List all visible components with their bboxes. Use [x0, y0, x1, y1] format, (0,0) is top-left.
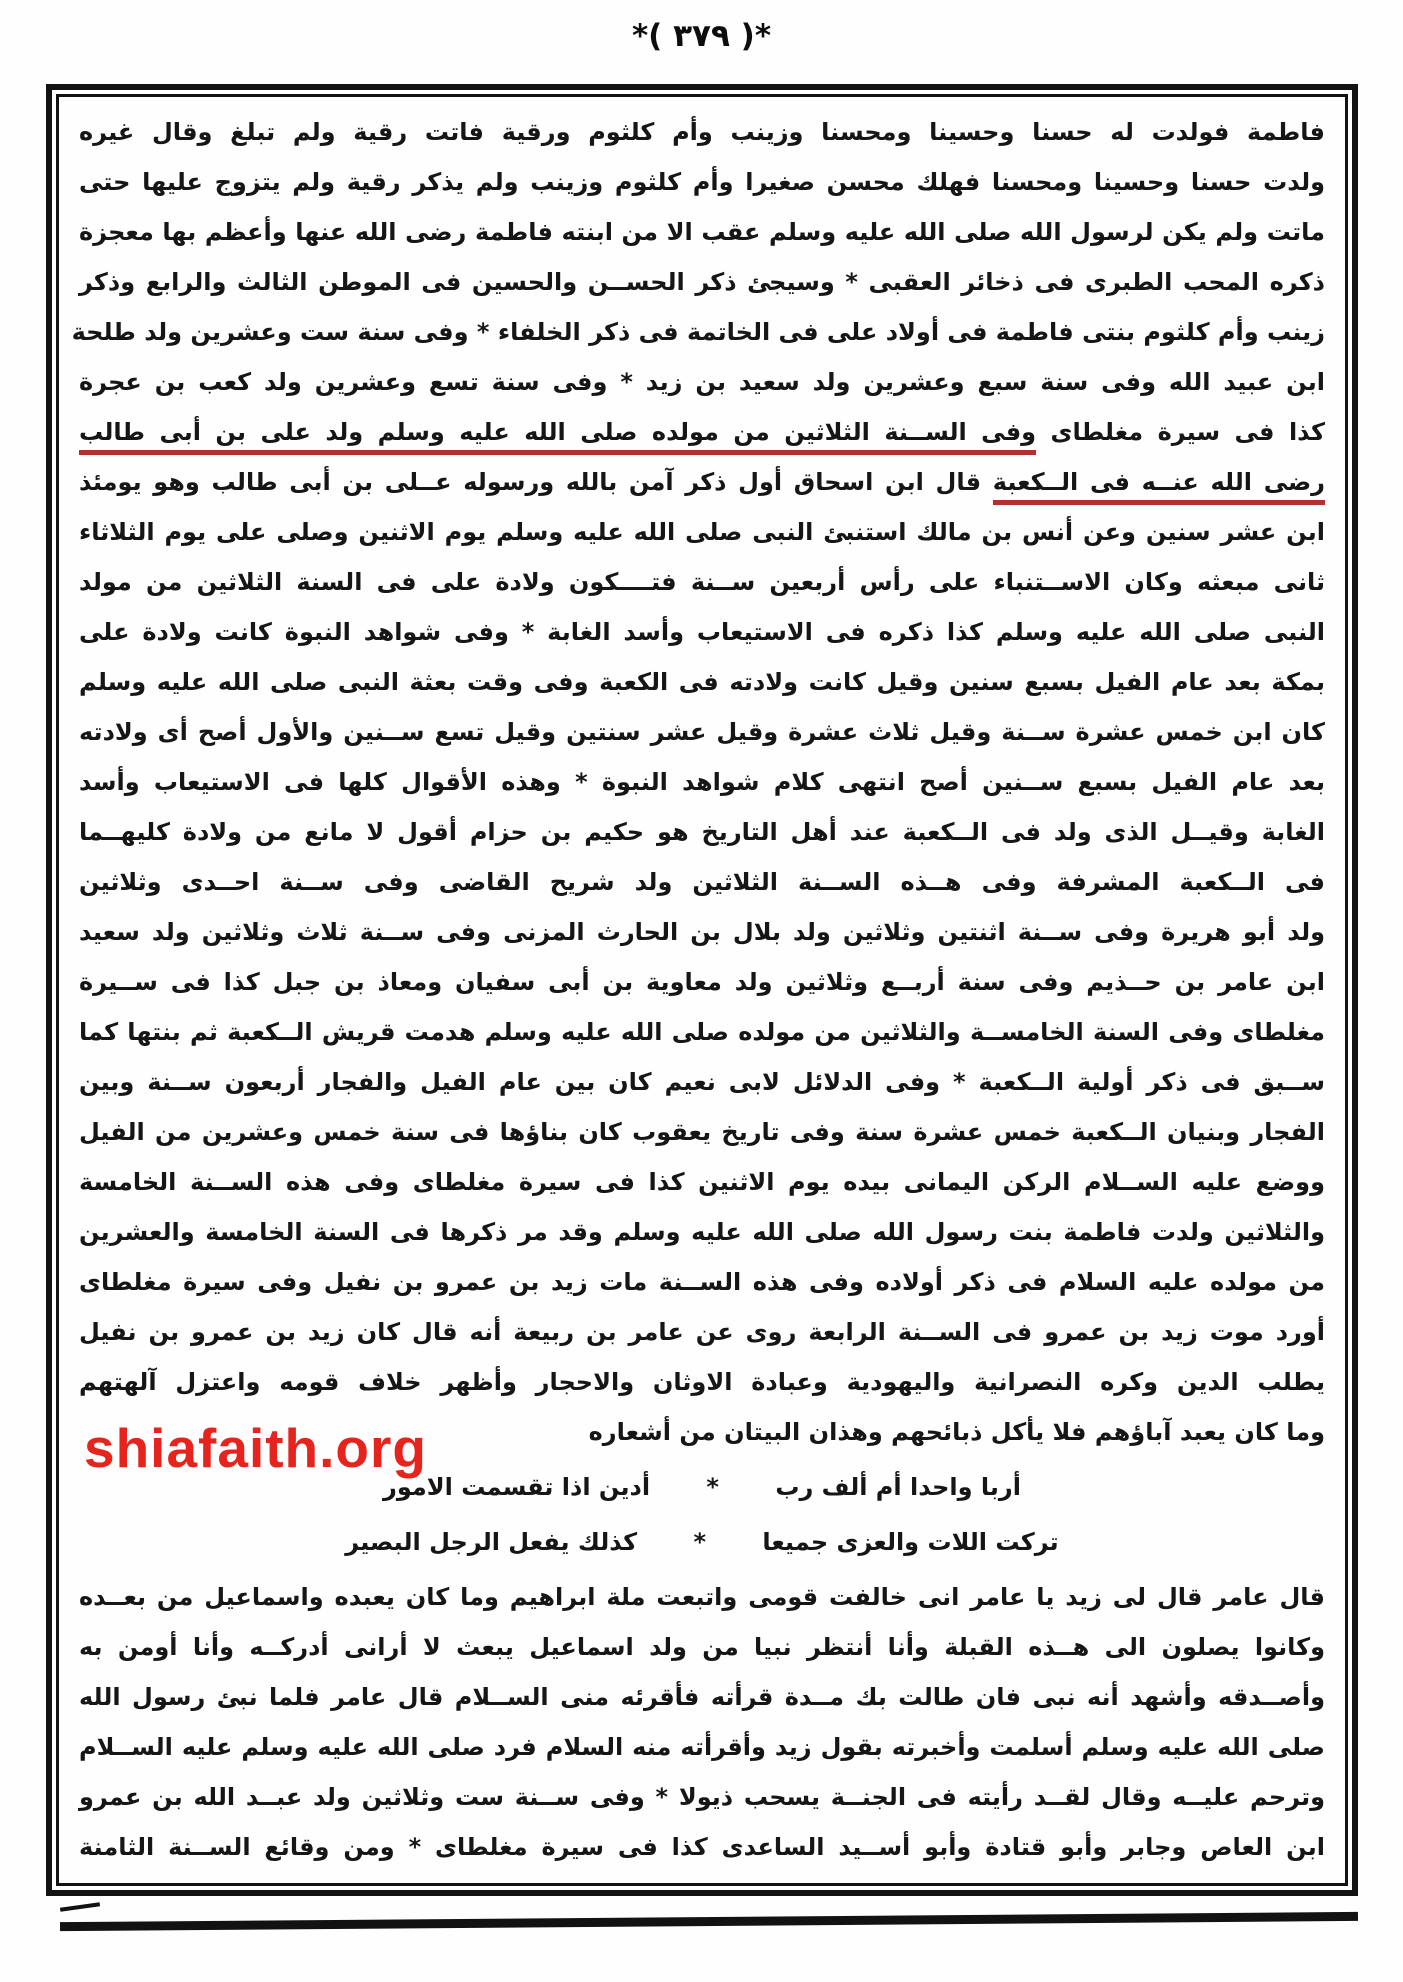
- text-line: [79, 707, 1325, 757]
- text-line: [79, 257, 1325, 307]
- text-line: [79, 507, 1325, 557]
- text-line: [79, 457, 1325, 507]
- verse-separator: *: [693, 1528, 707, 1556]
- text-line: [79, 807, 1325, 857]
- text-line: [79, 1157, 1325, 1207]
- text-line: [79, 907, 1325, 957]
- text-segment: أدين اذا تقسمت الامور: [383, 1473, 651, 1501]
- text-segment: ســبق فى ذكر أولية الــكعبة * وفى الدلائل لابى نعيم كان بين عام الفيل والفجار أربعون ســنة وبين: [79, 1068, 1325, 1096]
- text-segment: من مولده عليه السلام فى ذكر أولاده وفى هذه الســنة مات زيد بن عمرو بن نفيل وفى سيرة مغلطاى: [79, 1268, 1325, 1296]
- page-text: [59, 97, 1345, 1883]
- text-segment: ماتت ولم يكن لرسول الله صلى الله عليه وسلم عقب الا من ابنته فاطمة رضى الله عنها وأعظم بها معجزة: [79, 218, 1325, 246]
- text-line: [79, 1307, 1325, 1357]
- text-segment: قال عامر قال لى زيد يا عامر انى خالفت قومى واتبعت ملة ابراهيم وما كان يعبده واسماعيل من بعــده: [79, 1583, 1325, 1611]
- text-line: [79, 1207, 1325, 1257]
- text-line: [79, 107, 1325, 157]
- page-frame-border: [46, 84, 1358, 1896]
- page-number: *( ٣٧٩ )*: [631, 18, 772, 54]
- red-underlined-text: رضى الله عنــه فى الــكعبة: [993, 468, 1325, 505]
- text-segment: ولد أبو هريرة وفى ســنة اثنتين وثلاثين ولد بلال بن الحارث المزنى وفى ســنة ثلاث وثلاثين ولد سعيد: [79, 918, 1325, 946]
- text-segment: زينب وأم كلثوم بنتى فاطمة فى أولاد على فى الخاتمة فى ذكر الخلفاء * وفى سنة ست وعشرين ولد طلحة: [71, 318, 1325, 346]
- text-segment: تركت اللات والعزى جميعا: [762, 1528, 1059, 1556]
- text-segment: بمكة بعد عام الفيل بسبع سنين وقيل كانت ولادته فى الكعبة وفى وقت بعثة النبى صلى الله عليه وسلم: [79, 668, 1325, 696]
- text-line: [79, 957, 1325, 1007]
- text-segment: ولدت حسنا وحسينا ومحسنا فهلك محسن صغيرا وأم كلثوم وزينب ولم يذكر رقية ولم يتزوج عليها حتى: [79, 168, 1325, 196]
- text-line: [79, 1257, 1325, 1307]
- text-segment: ثانى مبعثه وكان الاســتنباء على رأس أربعين ســنة فتــــكون ولادة على فى السنة الثلاثين من مولد: [79, 568, 1325, 596]
- text-line: [71, 307, 1325, 357]
- verse-separator: *: [706, 1473, 719, 1501]
- text-segment: فى الــكعبة المشرفة وفى هــذه الســنة الثلاثين ولد شريح القاضى وفى ســنة احــدى وثلاثين: [79, 868, 1325, 896]
- text-segment: وأصــدقه وأشهد أنه نبى فان طالت بك مــدة قرأته فأقرئه منى الســلام قال عامر فلما نبئ رسول الله: [79, 1683, 1325, 1711]
- text-segment: الغابة وقيــل الذى ولد فى الــكعبة عند أهل التاريخ هو حكيم بن حزام أقول لا مانع من ولادة كليهــما: [79, 818, 1325, 846]
- text-line: [79, 207, 1325, 257]
- text-segment: صلى الله عليه وسلم أسلمت وأخبرته بقول زيد وأقرأته منه السلام فرد صلى الله عليه وسلم عليه الســلام: [79, 1733, 1325, 1761]
- text-segment: أورد موت زيد بن عمرو فى الســنة الرابعة روى عن عامر بن ربيعة أنه قال كان زيد بن عمرو بن نفيل: [79, 1318, 1325, 1346]
- text-segment: كان ابن خمس عشرة ســنة وقيل ثلاث عشرة وقيل عشر سنتين وقيل تسع ســنين والأول أصح أى ولادته: [79, 718, 1325, 746]
- text-line: [79, 1572, 1325, 1622]
- text-line: [79, 757, 1325, 807]
- text-segment: كذا فى سيرة مغلطاى: [1050, 418, 1325, 446]
- text-line: [79, 357, 1325, 407]
- bottom-rule: [60, 1912, 1358, 1931]
- text-line: [79, 1057, 1325, 1107]
- text-segment: يطلب الدين وكره النصرانية واليهودية وعبادة الاوثان والاحجار وأظهر خلاف قومه واعتزل آلهتهم: [79, 1368, 1325, 1396]
- text-line: [79, 1722, 1325, 1772]
- red-underlined-text: وفى الســنة الثلاثين من مولده صلى الله عليه وسلم ولد على بن أبى طالب: [79, 418, 1036, 455]
- text-line: [79, 407, 1325, 457]
- bottom-rule-tail: [60, 1902, 100, 1912]
- text-segment: كذلك يفعل الرجل البصير: [345, 1528, 638, 1556]
- text-segment: قال ابن اسحاق أول ذكر آمن بالله ورسوله عــلى بن أبى طالب وهو يومئذ: [79, 468, 982, 496]
- text-line: [79, 1622, 1325, 1672]
- watermark: shiafaith.org: [84, 1417, 428, 1479]
- text-segment: ووضع عليه الســلام الركن اليمانى بيده يوم الاثنين كذا فى سيرة مغلطاى وفى هذه الســنة الخامسة: [79, 1168, 1325, 1196]
- text-segment: وترحم عليــه وقال لقــد رأيته فى الجنــة يسحب ذيولا * وفى ســنة ست وثلاثين ولد عبــد الله بن عمرو: [79, 1783, 1325, 1811]
- text-line: [79, 157, 1325, 207]
- text-segment: بعد عام الفيل بسبع ســنين أصح انتهى كلام شواهد النبوة * وهذه الأقوال كلها فى الاستيعاب وأسد: [79, 768, 1325, 796]
- text-line: [79, 1107, 1325, 1157]
- text-segment: أربا واحدا أم ألف رب: [775, 1473, 1021, 1501]
- text-line: [79, 1007, 1325, 1057]
- text-segment: ابن العاص وجابر وأبو قتادة وأبو أســيد الساعدى كذا فى سيرة مغلطاى * ومن وقائع الســنة الثامنة: [79, 1833, 1325, 1861]
- text-segment: وما كان يعبد آباؤهم فلا يأكل ذبائحهم وهذان البيتان من أشعاره: [588, 1418, 1325, 1446]
- text-line: [79, 1772, 1325, 1822]
- text-segment: والثلاثين ولدت فاطمة بنت رسول الله صلى الله عليه وسلم وقد مر ذكرها فى السنة الخامسة والعشرين: [79, 1218, 1325, 1246]
- text-line: [79, 1822, 1325, 1872]
- text-line: [79, 857, 1325, 907]
- page-frame-inner-border: [56, 94, 1348, 1886]
- text-line: [79, 557, 1325, 607]
- text-segment: النبى صلى الله عليه وسلم كذا ذكره فى الاستيعاب وأسد الغابة * وفى شواهد النبوة كانت ولادة على: [79, 618, 1325, 646]
- text-segment: فاطمة فولدت له حسنا وحسينا ومحسنا وزينب وأم كلثوم ورقية فاتت رقية ولم تبلغ وقال غيره: [79, 118, 1325, 146]
- text-line: [79, 607, 1325, 657]
- text-line: [79, 1672, 1325, 1722]
- text-line: [79, 1357, 1325, 1407]
- text-segment: ابن عشر سنين وعن أنس بن مالك استنبئ النبى صلى الله عليه وسلم يوم الاثنين وصلى على يوم الثلاثاء: [79, 518, 1325, 546]
- text-segment: وكانوا يصلون الى هــذه القبلة وأنا أنتظر نبيا من ولد اسماعيل يبعث لا أرانى أدركــه وأنا أومن به: [79, 1633, 1325, 1661]
- text-segment: مغلطاى وفى السنة الخامســة والثلاثين من مولده صلى الله عليه وسلم هدمت قريش الــكعبة ثم بنتها كما: [79, 1018, 1325, 1046]
- poetry-line: [79, 1517, 1325, 1567]
- text-line: [79, 657, 1325, 707]
- text-segment: ابن عبيد الله وفى سنة سبع وعشرين ولد سعيد بن زيد * وفى سنة تسع وعشرين ولد كعب بن عجرة: [79, 368, 1325, 396]
- text-segment: ابن عامر بن حــذيم وفى سنة أربــع وثلاثين ولد معاوية بن أبى سفيان ومعاذ بن جبل كذا فى ســيرة: [79, 968, 1325, 996]
- text-segment: الفجار وبنيان الــكعبة خمس عشرة سنة وفى تاريخ يعقوب كان بناؤها فى سنة خمس وعشرين من الفيل: [79, 1118, 1325, 1146]
- text-segment: ذكره المحب الطبرى فى ذخائر العقبى * وسيجئ ذكر الحســن والحسين فى الموطن الثالث والرابع وذكر: [79, 268, 1325, 296]
